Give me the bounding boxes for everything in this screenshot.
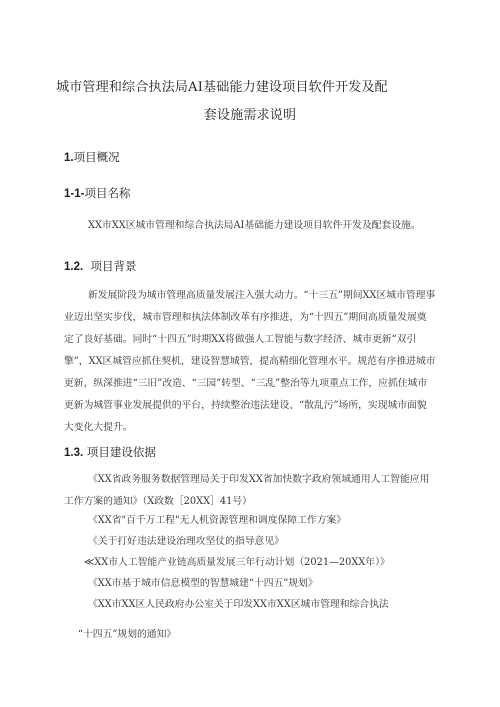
section-number: 1.: [64, 152, 74, 164]
section-title: 项目背景: [90, 259, 137, 273]
reference-item: 《XX省"百千万工程"无人机资源管理和调度保障工作方案》: [88, 515, 347, 526]
project-name-paragraph: XX市XX区城市管理和综合执法局AI基础能力建设项目软件开发及配套设施。: [88, 220, 421, 231]
reference-item: 《XX市XX区人民政府办公室关于印发XX市XX区城市管理和综合执法: [88, 599, 389, 610]
section-number: 1.2.: [64, 261, 84, 273]
section-heading-1: [64, 149, 120, 165]
reference-item: 《XX省政务服务数据管理局关于印发XX省加快数字政府领域通用人工智能应用工作方案的通知》（X政数［20XX］41号）: [64, 474, 430, 507]
reference-item: 《关于打好违法建设治理攻坚仗的指导意见》: [88, 536, 284, 547]
section-heading-1-3: [64, 444, 156, 460]
reference-item: 《XX市基于城市信息模型的智慧城建“十四五”规划》: [88, 578, 318, 589]
section-heading-1-1: [64, 185, 130, 201]
section-number: 1.3.: [64, 447, 84, 459]
section-heading-1-2: [64, 258, 137, 274]
section-title: 项目名称: [84, 186, 131, 200]
reference-item: ≪XX市人工智能产业链高质量发展三年行动计划（2021—20XX年）》: [84, 557, 390, 568]
document-title-line-2: 套设施需求说明: [203, 108, 297, 123]
document-title-line-1: 城市管理和综合执法局AI基础能力建设项目软件开发及配: [56, 80, 388, 95]
section-title: 项目概况: [73, 150, 120, 164]
section-title: 项目建设依据: [86, 445, 156, 459]
project-background-paragraph: 新发展阶段为城市管理高质量发展注入强大动力。“十三五”期间XX区城市管理事业迈出坚实步伐，城市管理和执法体制改革有序推进，为“十四五”期间高质量发展奠定了良好基础。同时“十四五”时期XX将做强人工智能与数字经济、城市更新“双引擎”，XX区城管应抓住契机，建设智慧城管，提高精细化管理水平。规范有序推进城市更新，纵深推进“三旧”改造、“三园”转型、“三乱”整治等九项重点工作，应抓住城市更新为城管事业发展提供的平台，持续整治违法建设、“散乱污”场所，实现城市面貌大变化大提升。: [64, 290, 436, 433]
section-number: 1-1-: [64, 188, 85, 200]
reference-item: “十四五”规划的通知》: [78, 629, 177, 640]
